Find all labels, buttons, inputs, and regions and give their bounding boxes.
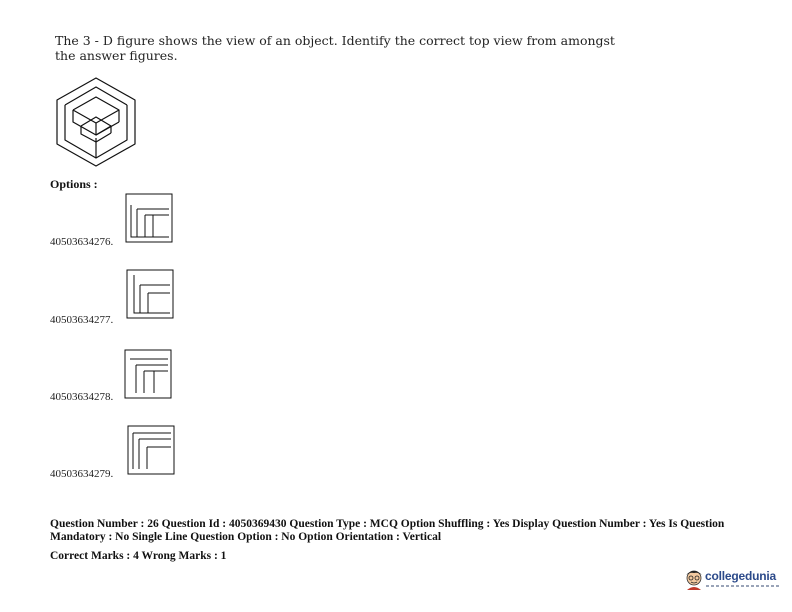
option-1-id[interactable]: 40503634276. <box>50 236 114 248</box>
option-3-figure[interactable] <box>124 349 172 399</box>
isometric-object-figure <box>55 76 137 168</box>
question-metadata: Question Number : 26 Question Id : 4050369430 Question Type : MCQ Option Shuffling : Yes Display Question Number : Yes Is Question Mandatory : No Single Line Question Option : No Option Orientation : Vertical <box>50 518 725 543</box>
option-3-id[interactable]: 40503634278. <box>50 391 114 403</box>
option-4-figure[interactable] <box>127 425 175 475</box>
collegedunia-logo <box>683 568 783 596</box>
logo-brand-text: collegedunia <box>705 569 776 583</box>
student-mascot-icon <box>683 568 705 592</box>
option-4-id[interactable]: 40503634279. <box>50 468 114 480</box>
option-2-id[interactable]: 40503634277. <box>50 314 114 326</box>
logo-tagline <box>706 585 780 587</box>
question-text: The 3 - D figure shows the view of an object. Identify the correct top view from amongst the answer figures. <box>55 33 615 63</box>
options-label: Options : <box>50 177 98 191</box>
option-2-figure[interactable] <box>126 269 174 319</box>
option-1-figure[interactable] <box>125 193 173 243</box>
marks-info: Correct Marks : 4 Wrong Marks : 1 <box>50 550 227 562</box>
